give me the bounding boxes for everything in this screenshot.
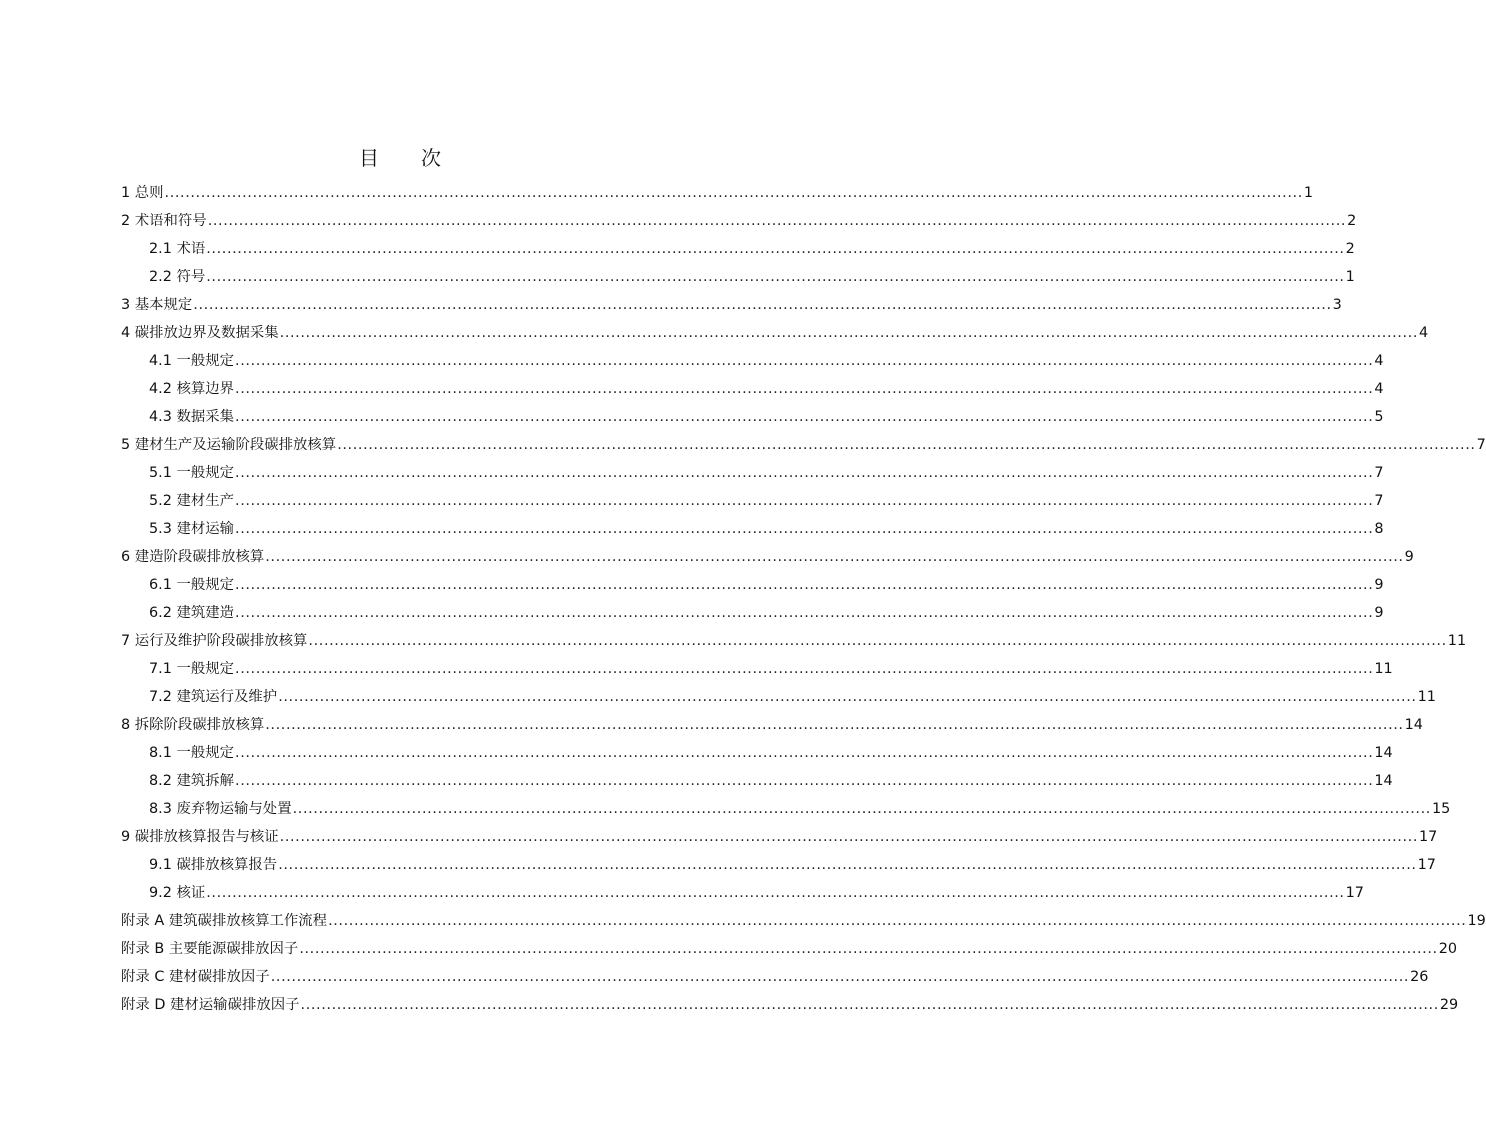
toc-entry-label: 8 拆除阶段碳排放核算 <box>121 717 265 733</box>
toc-entry-page-number: 8 <box>1374 521 1384 537</box>
toc-entry[interactable] <box>121 991 1459 1019</box>
toc-entry-page-number: 2 <box>1347 213 1357 229</box>
toc-entry-page-number: 17 <box>1417 857 1436 873</box>
toc-entry-label: 2.2 符号 <box>149 269 206 285</box>
toc-entry-page-number: 9 <box>1404 549 1414 565</box>
toc-dot-leader: ............................................................................................................................................................................................................................ <box>235 661 1374 677</box>
toc-entry-label: 附录 A 建筑碳排放核算工作流程 <box>121 913 328 929</box>
toc-entry-label: 6 建造阶段碳排放核算 <box>121 549 265 565</box>
toc-entry-label: 8.2 建筑拆解 <box>149 773 235 789</box>
toc-dot-leader: ............................................................................................................................................................................................................................ <box>279 829 1419 845</box>
toc-dot-leader: ............................................................................................................................................................................................................................ <box>206 241 1345 257</box>
toc-entry[interactable] <box>121 571 1384 599</box>
toc-entry[interactable] <box>121 459 1384 487</box>
toc-entry[interactable] <box>121 767 1393 795</box>
toc-entry[interactable] <box>121 179 1314 207</box>
toc-entry-label: 5.3 建材运输 <box>149 521 235 537</box>
toc-entry[interactable] <box>121 207 1357 235</box>
toc-entry-page-number: 7 <box>1476 437 1486 453</box>
toc-entry[interactable] <box>121 599 1384 627</box>
toc-entry-page-number: 14 <box>1404 717 1423 733</box>
toc-entry[interactable] <box>121 347 1384 375</box>
toc-dot-leader: ............................................................................................................................................................................................................................ <box>235 745 1374 761</box>
toc-entry-label: 9 碳排放核算报告与核证 <box>121 829 279 845</box>
toc-heading <box>0 143 800 173</box>
toc-entry-page-number: 4 <box>1419 325 1429 341</box>
toc-dot-leader: ............................................................................................................................................................................................................................ <box>235 577 1374 593</box>
toc-dot-leader: ............................................................................................................................................................................................................................ <box>193 297 1332 313</box>
toc-dot-leader: ............................................................................................................................................................................................................................ <box>235 521 1374 537</box>
toc-entry-label: 3 基本规定 <box>121 297 193 313</box>
toc-dot-leader: ............................................................................................................................................................................................................................ <box>278 857 1417 873</box>
toc-dot-leader: ............................................................................................................................................................................................................................ <box>300 997 1439 1013</box>
toc-entry-page-number: 15 <box>1431 801 1451 817</box>
toc-entry[interactable] <box>121 431 1486 459</box>
toc-entry-page-number: 26 <box>1410 969 1429 985</box>
toc-entry[interactable] <box>121 375 1384 403</box>
toc-dot-leader: ............................................................................................................................................................................................................................ <box>270 969 1410 985</box>
toc-entry-label: 附录 B 主要能源碳排放因子 <box>121 941 299 957</box>
toc-entry-page-number: 7 <box>1374 465 1384 481</box>
toc-dot-leader: ............................................................................................................................................................................................................................ <box>292 801 1431 817</box>
toc-entry[interactable] <box>121 515 1384 543</box>
toc-entry[interactable] <box>121 263 1355 291</box>
toc-dot-leader: ............................................................................................................................................................................................................................ <box>299 941 1438 957</box>
toc-dot-leader: ............................................................................................................................................................................................................................ <box>206 269 1345 285</box>
toc-entry-page-number: 17 <box>1345 885 1364 901</box>
toc-entry[interactable] <box>121 795 1451 823</box>
toc-entry-label: 6.1 一般规定 <box>149 577 235 593</box>
toc-dot-leader: ............................................................................................................................................................................................................................ <box>308 633 1447 649</box>
toc-entry-label: 5.2 建材生产 <box>149 493 235 509</box>
toc-entry[interactable] <box>121 627 1467 655</box>
toc-dot-leader: ............................................................................................................................................................................................................................ <box>207 213 1347 229</box>
toc-entry-label: 4 碳排放边界及数据采集 <box>121 325 279 341</box>
toc-entry-page-number: 2 <box>1345 241 1355 257</box>
toc-entry-page-number: 19 <box>1467 913 1486 929</box>
toc-entry-label: 1 总则 <box>121 185 164 201</box>
toc-entry[interactable] <box>121 487 1384 515</box>
toc-entry-page-number: 11 <box>1374 661 1393 677</box>
toc-dot-leader: ............................................................................................................................................................................................................................ <box>235 605 1374 621</box>
toc-heading-right: 次 <box>421 146 441 170</box>
toc-entry[interactable] <box>121 963 1429 991</box>
toc-entry-label: 4.3 数据采集 <box>149 409 235 425</box>
toc-entry[interactable] <box>121 403 1384 431</box>
toc-entry-page-number: 9 <box>1374 577 1384 593</box>
toc-entry-page-number: 5 <box>1374 409 1384 425</box>
toc-entry-label: 5 建材生产及运输阶段碳排放核算 <box>121 437 337 453</box>
toc-dot-leader: ............................................................................................................................................................................................................................ <box>337 437 1476 453</box>
toc-dot-leader: ............................................................................................................................................................................................................................ <box>265 549 1404 565</box>
toc-entry-page-number: 11 <box>1417 689 1436 705</box>
table-of-contents <box>121 179 1486 1019</box>
toc-entry[interactable] <box>121 235 1355 263</box>
toc-entry-label: 8.1 一般规定 <box>149 745 235 761</box>
toc-entry[interactable] <box>121 879 1364 907</box>
toc-entry[interactable] <box>121 823 1438 851</box>
toc-entry-label: 4.2 核算边界 <box>149 381 235 397</box>
toc-entry-label: 8.3 废弃物运输与处置 <box>149 801 292 817</box>
toc-entry-page-number: 29 <box>1439 997 1459 1013</box>
toc-entry-label: 2.1 术语 <box>149 241 206 257</box>
toc-entry[interactable] <box>121 683 1436 711</box>
toc-dot-leader: ............................................................................................................................................................................................................................ <box>235 465 1374 481</box>
toc-dot-leader: ............................................................................................................................................................................................................................ <box>235 493 1374 509</box>
toc-entry-page-number: 17 <box>1419 829 1438 845</box>
toc-entry-label: 附录 D 建材运输碳排放因子 <box>121 997 300 1013</box>
toc-dot-leader: ............................................................................................................................................................................................................................ <box>328 913 1467 929</box>
toc-dot-leader: ............................................................................................................................................................................................................................ <box>164 185 1303 201</box>
toc-entry-label: 5.1 一般规定 <box>149 465 235 481</box>
toc-dot-leader: ............................................................................................................................................................................................................................ <box>235 381 1374 397</box>
toc-entry-page-number: 11 <box>1447 633 1467 649</box>
toc-entry-page-number: 14 <box>1374 745 1393 761</box>
toc-entry[interactable] <box>121 711 1423 739</box>
toc-entry-label: 9.1 碳排放核算报告 <box>149 857 278 873</box>
toc-entry-label: 7 运行及维护阶段碳排放核算 <box>121 633 308 649</box>
toc-entry[interactable] <box>121 907 1486 935</box>
toc-entry-label: 4.1 一般规定 <box>149 353 235 369</box>
toc-entry[interactable] <box>121 935 1458 963</box>
toc-dot-leader: ............................................................................................................................................................................................................................ <box>235 409 1374 425</box>
toc-entry[interactable] <box>121 319 1429 347</box>
toc-entry-label: 7.1 一般规定 <box>149 661 235 677</box>
toc-entry[interactable] <box>121 739 1393 767</box>
toc-entry-page-number: 4 <box>1374 353 1384 369</box>
toc-dot-leader: ............................................................................................................................................................................................................................ <box>235 353 1374 369</box>
toc-entry-label: 2 术语和符号 <box>121 213 207 229</box>
toc-dot-leader: ............................................................................................................................................................................................................................ <box>278 689 1417 705</box>
toc-entry-label: 6.2 建筑建造 <box>149 605 235 621</box>
toc-entry[interactable] <box>121 851 1436 879</box>
toc-entry-label: 7.2 建筑运行及维护 <box>149 689 278 705</box>
toc-dot-leader: ............................................................................................................................................................................................................................ <box>265 717 1404 733</box>
toc-dot-leader: ............................................................................................................................................................................................................................ <box>235 773 1374 789</box>
toc-entry-page-number: 20 <box>1438 941 1458 957</box>
toc-heading-left: 目 <box>359 146 379 170</box>
toc-dot-leader: ............................................................................................................................................................................................................................ <box>279 325 1419 341</box>
toc-entry-page-number: 9 <box>1374 605 1384 621</box>
toc-entry[interactable] <box>121 291 1342 319</box>
toc-entry-page-number: 1 <box>1303 185 1314 201</box>
toc-entry-label: 附录 C 建材碳排放因子 <box>121 969 270 985</box>
toc-entry[interactable] <box>121 655 1393 683</box>
toc-entry-page-number: 3 <box>1332 297 1342 313</box>
toc-entry-page-number: 1 <box>1345 269 1355 285</box>
toc-entry-page-number: 7 <box>1374 493 1384 509</box>
toc-entry-page-number: 4 <box>1374 381 1384 397</box>
toc-entry-label: 9.2 核证 <box>149 885 206 901</box>
toc-entry[interactable] <box>121 543 1414 571</box>
toc-dot-leader: ............................................................................................................................................................................................................................ <box>206 885 1345 901</box>
toc-entry-page-number: 14 <box>1374 773 1393 789</box>
